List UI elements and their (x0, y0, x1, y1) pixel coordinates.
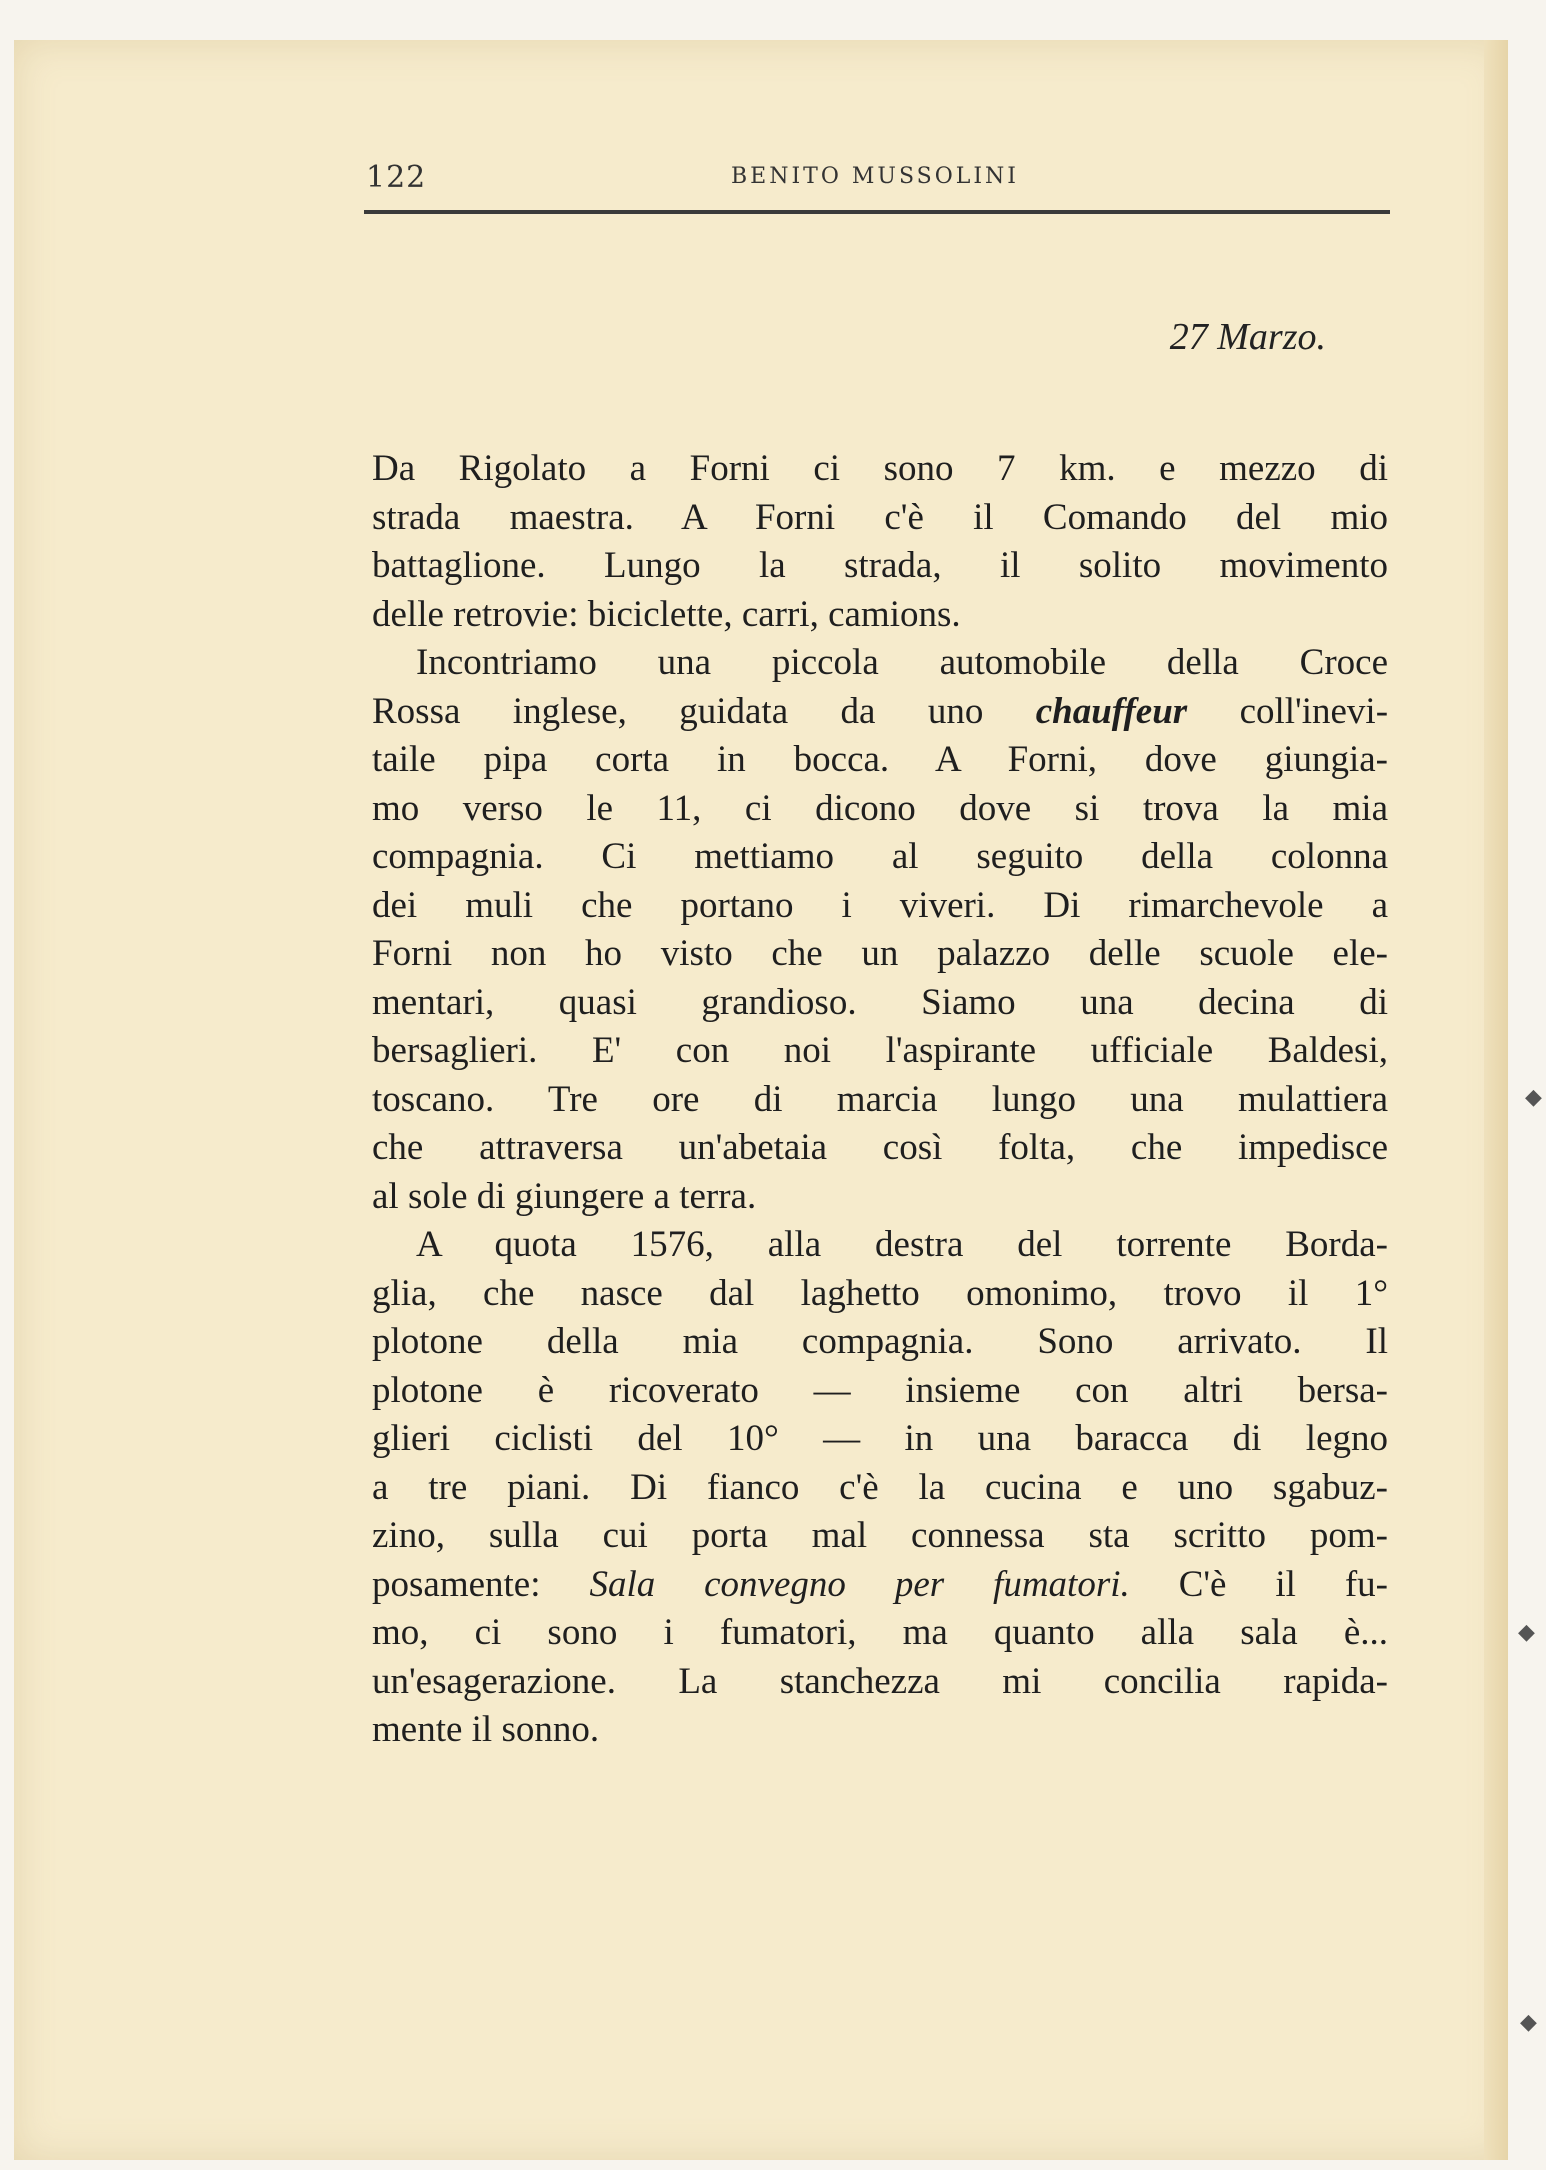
text-line: che attraversa un'abetaia così folta, che impedisce (372, 1127, 1388, 1168)
text-line: battaglione. Lungo la strada, il solito movimento (372, 545, 1388, 586)
running-head-author: BENITO MUSSOLINI (731, 164, 1019, 189)
text-line: a tre piani. Di fianco c'è la cucina e uno sgabuz- (372, 1466, 1388, 1508)
text-segment: coll'inevi- (1239, 690, 1389, 732)
text-line (372, 688, 1388, 737)
text-line: un'esagerazione. La stanchezza mi concilia rapida- (372, 1660, 1388, 1702)
text-line: plotone è ricoverato — insieme con altri bersa- (372, 1369, 1388, 1411)
margin-mark-icon: ◆ (1525, 1085, 1542, 1110)
page-edge (1484, 40, 1508, 2160)
margin-mark-icon: ◆ (1518, 1620, 1535, 1645)
paragraph (372, 639, 1388, 1221)
italic-word: chauffeur (1035, 690, 1188, 732)
text-line: strada maestra. A Forni c'è il Comando del mio (372, 496, 1388, 538)
paragraph (372, 445, 1388, 639)
body-text (372, 445, 1388, 1755)
page-number: 122 (366, 160, 427, 195)
running-head (366, 160, 1384, 200)
text-line: bersaglieri. E' con noi l'aspirante ufficiale Baldesi, (372, 1030, 1388, 1071)
text-segment: Rossa inglese, guidata da uno (372, 690, 984, 732)
text-line: Incontriamo una piccola automobile della Croce (416, 642, 1388, 683)
text-line: toscano. Tre ore di marcia lungo una mulattiera (372, 1078, 1388, 1120)
text-line: glia, che nasce dal laghetto omonimo, trovo il 1° (372, 1272, 1388, 1314)
header-rule (364, 210, 1390, 214)
paragraph (372, 1221, 1388, 1755)
text-line: Forni non ho visto che un palazzo delle scuole ele- (372, 933, 1388, 974)
italic-phrase: Sala convegno per fumatori. (589, 1563, 1130, 1605)
text-segment: posamente: (372, 1563, 541, 1605)
text-line: zino, sulla cui porta mal connessa sta scritto pom- (372, 1515, 1388, 1556)
text-line (372, 1561, 1388, 1610)
text-line: Da Rigolato a Forni ci sono 7 km. e mezzo di (372, 448, 1388, 489)
text-line: mentari, quasi grandioso. Siamo una decina di (372, 981, 1388, 1023)
text-line: mo verso le 11, ci dicono dove si trova la mia (372, 787, 1388, 829)
text-line: plotone della mia compagnia. Sono arrivato. Il (372, 1321, 1388, 1362)
text-line: dei muli che portano i viveri. Di rimarchevole a (372, 884, 1388, 926)
text-line: taile pipa corta in bocca. A Forni, dove giungia- (372, 739, 1388, 780)
text-line: glieri ciclisti del 10° — in una baracca di legno (372, 1418, 1388, 1459)
text-line: al sole di giungere a terra. (372, 1175, 757, 1217)
text-line: delle retrovie: biciclette, carri, camions. (372, 593, 961, 635)
margin-mark-icon: ◆ (1520, 2010, 1537, 2035)
text-segment: C'è il fu- (1178, 1563, 1389, 1605)
text-line: mente il sonno. (372, 1709, 600, 1750)
text-line: A quota 1576, alla destra del torrente Borda- (416, 1224, 1388, 1265)
text-line: mo, ci sono i fumatori, ma quanto alla sala è... (372, 1612, 1388, 1653)
text-line: compagnia. Ci mettiamo al seguito della colonna (372, 836, 1388, 877)
entry-date: 27 Marzo. (1169, 316, 1326, 358)
